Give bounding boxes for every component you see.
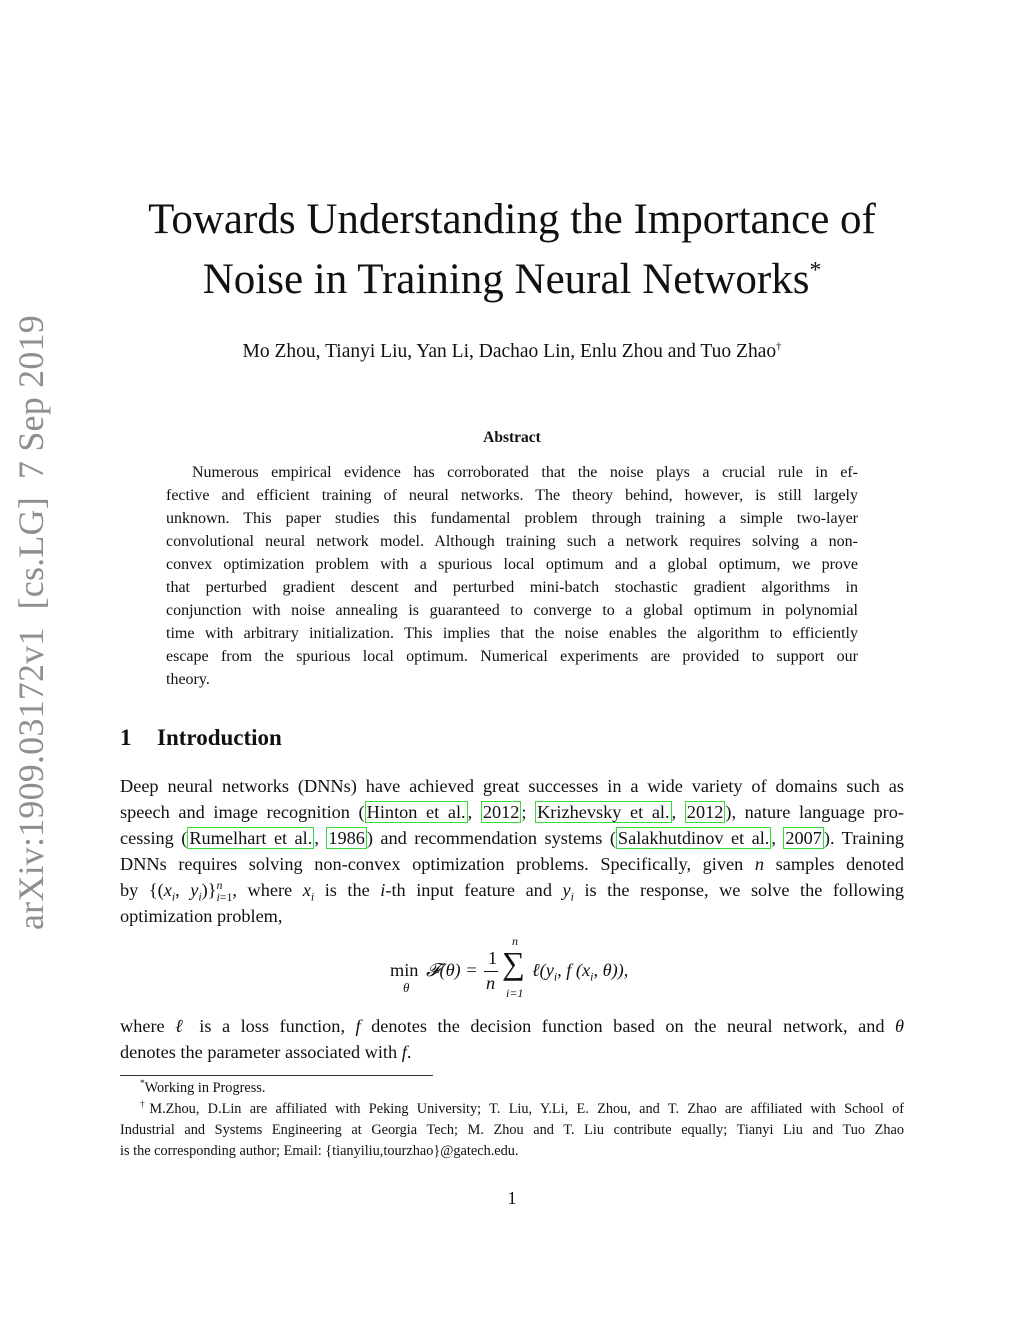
eq-sum-lower: i=1 [506,986,524,1000]
abstract-line: fective and efficient training of neural networks. The theory behind, however, is still largely [166,487,858,504]
footnote-2-mark: † [140,1100,150,1111]
citation-link-rumelhart-year[interactable]: 1986 [328,828,365,848]
arxiv-date: 7 Sep 2019 [11,315,51,480]
abstract-line: escape from the spurious local optimum. Numerical experiments are provided to support our [166,648,858,665]
paper-title [110,190,914,310]
arxiv-id: arXiv:1909.03172v1 [11,627,51,930]
footnote-2: †M.Zhou, D.Lin are affiliated with Peking University; T. Liu, Y.Li, E. Zhou, and T. Zhao are affiliated with School of [140,1100,904,1117]
eq-lhs: 𝓕(θ) = [426,960,478,980]
intro-line: where ℓ is a loss function, f denotes the decision function based on the neural network, and θ [120,1016,904,1036]
author-names: Mo Zhou, Tianyi Liu, Yan Li, Dachao Lin, Enlu Zhou and Tuo Zhao [242,341,777,362]
eq-frac-num: 1 [488,948,498,968]
intro-line: denotes the parameter associated with f. [120,1042,412,1062]
abstract-line: Numerous empirical evidence has corroborated that the noise plays a crucial rule in ef- [192,464,858,481]
citation-link-krizhevsky[interactable]: Krizhevsky et al. [537,802,670,822]
author-list [110,341,914,363]
abstract-line: conjunction with noise annealing is guaranteed to converge to a global optimum in polynomial [166,602,858,619]
abstract-line: that perturbed gradient descent and perturbed mini-batch stochastic gradient algorithms in [166,579,858,596]
intro-line: Deep neural networks (DNNs) have achieved great successes in a wide variety of domains such as [120,776,904,796]
intro-line: by {($x_i$, $y_i)\}^n_{i=1}$, where $x_i$ is the i-th input feature and $y_i$ is the response, we solve the following [120,877,904,904]
citation-link-krizhevsky-year[interactable]: 2012 [686,802,724,822]
eq-min: min [390,960,419,980]
section-heading [120,725,282,751]
eq-frac-bar [484,971,498,972]
intro-line: cessing ( Rumelhart et al. , 1986 ) and recommendation systems ( Salakhutdinov et al. , 2007 ). Training [120,828,904,848]
citation-link-hinton[interactable]: Hinton et al. [366,802,466,822]
citation-link-salakhutdinov[interactable]: Salakhutdinov et al. [617,828,770,848]
footnote-1-mark: * [140,1079,145,1090]
intro-line: DNNs requires solving non-convex optimization problems. Specifically, given n samples denoted [120,854,904,874]
citation-link-hinton-year[interactable]: 2012 [482,802,520,822]
equation-body [390,934,650,1004]
eq-rhs: $\ell(y_i$, f ($x_i$, θ)), [532,960,629,984]
title-line-2-text: Noise in Training Neural Networks [202,256,810,303]
abstract-body [166,461,858,691]
arxiv-category: [cs.LG] [11,497,51,610]
intro-continuation [120,1013,904,1065]
eq-min-sub: θ [403,980,410,995]
section-number: 1 [120,725,132,750]
author-footnote-mark[interactable]: † [776,340,782,353]
title-line-2 [110,250,914,310]
title-line-1: Towards Understanding the Importance of [148,196,876,243]
title-footnote-mark[interactable]: * [809,257,822,284]
footnote-2-line: is the corresponding author; Email: {tianyiliu,tourzhao}@gatech.edu. [120,1143,519,1159]
display-equation [120,934,904,1004]
intro-line: optimization problem, [120,906,283,926]
section-title: Introduction [157,725,282,750]
citation-link-rumelhart[interactable]: Rumelhart et al. [189,828,313,848]
abstract-line: theory. [166,671,210,688]
abstract-line: unknown. This paper studies this fundamental problem through training a simple two-layer [166,510,858,527]
abstract-line: time with arbitrary initialization. This implies that the noise enables the algorithm to efficiently [166,625,858,642]
intro-paragraph [120,773,904,929]
abstract-line: convex optimization problem with a spurious local optimum and a global optimum, we prove [166,556,858,573]
eq-frac-den: n [486,973,496,993]
page-number: 1 [507,1188,517,1208]
sample-set-math: {($x_i$, $y_i)\}^n_{i=1}$ [148,877,233,904]
arxiv-stamp [10,315,52,930]
abstract-heading: Abstract [483,429,541,446]
footnote-1: *Working in Progress. [140,1079,266,1096]
citation-link-salakhutdinov-year[interactable]: 2007 [785,828,822,848]
eq-sum-sign: ∑ [502,945,525,981]
abstract-line: convolutional neural network model. Although training such a network requires solving a non- [166,533,858,550]
intro-line: speech and image recognition ( Hinton et al. , 2012 ; Krizhevsky et al. , 2012 ), nature language pro- [120,802,905,822]
footnotes [120,1078,904,1162]
eq-sum-upper: n [512,934,518,948]
footnote-rule [120,1075,433,1076]
footnote-2-line: Industrial and Systems Engineering at Georgia Tech; M. Zhou and T. Liu contribute equally; Tianyi Liu and Tuo Zhao [120,1122,904,1138]
